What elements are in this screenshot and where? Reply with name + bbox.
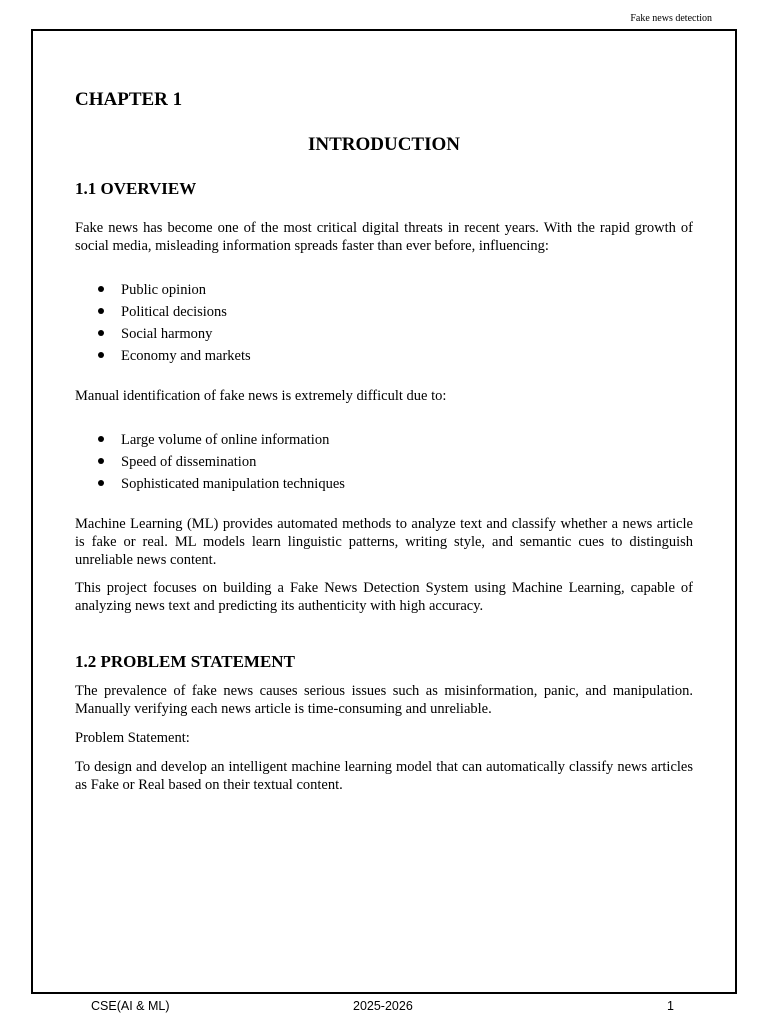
bullet-icon (98, 480, 104, 486)
project-paragraph: This project focuses on building a Fake News Detection System using Machine Learning, capable of analyzing news text and predicting its authenticity with high accuracy. (75, 580, 693, 614)
chapter-title: INTRODUCTION (307, 134, 461, 155)
list-item-text: Sophisticated manipulation techniques (121, 476, 345, 492)
list-item (75, 323, 693, 345)
problem-statement-label: Problem Statement: (75, 730, 190, 746)
list-item-text: Economy and markets (121, 348, 251, 364)
list-item (75, 451, 693, 473)
bullet-icon (98, 308, 104, 314)
running-header: Fake news detection (630, 13, 712, 24)
ml-paragraph: Machine Learning (ML) provides automated methods to analyze text and classify whether a news article is fake or real. ML models learn linguistic patterns, writing style, and semantic cues to distinguish unreliable news content. (75, 516, 693, 568)
list-item-text: Political decisions (121, 304, 227, 320)
footer-department: CSE(AI & ML) (91, 999, 170, 1013)
list-item (75, 473, 693, 495)
list-item (75, 301, 693, 323)
influence-list (75, 279, 693, 367)
bullet-icon (98, 330, 104, 336)
list-item-text: Large volume of online information (121, 432, 330, 448)
page-content (75, 88, 693, 794)
list-item-text: Social harmony (121, 326, 213, 342)
difficulty-list (75, 429, 693, 495)
list-item (75, 429, 693, 451)
difficulty-intro-paragraph: Manual identification of fake news is extremely difficult due to: (75, 388, 447, 404)
section-heading-problem-statement: 1.2 PROBLEM STATEMENT (75, 652, 295, 671)
problem-paragraph: The prevalence of fake news causes serious issues such as misinformation, panic, and manipulation. Manually verifying each news article is time-consuming and unreliable. (75, 683, 693, 717)
list-item (75, 279, 693, 301)
list-item-text: Speed of dissemination (121, 454, 257, 470)
list-item-text: Public opinion (121, 282, 206, 298)
bullet-icon (98, 286, 104, 292)
problem-statement-text: To design and develop an intelligent machine learning model that can automatically classify news articles as Fake or Real based on their textual content. (75, 759, 693, 793)
bullet-icon (98, 458, 104, 464)
section-heading-overview: 1.1 OVERVIEW (75, 179, 197, 198)
footer-page-number: 1 (667, 999, 674, 1013)
chapter-label: CHAPTER 1 (75, 89, 183, 110)
bullet-icon (98, 436, 104, 442)
overview-intro-paragraph: Fake news has become one of the most critical digital threats in recent years. With the rapid growth of social media, misleading information spreads faster than ever before, influencing: (75, 220, 693, 254)
list-item (75, 345, 693, 367)
footer-academic-year: 2025-2026 (353, 999, 413, 1013)
bullet-icon (98, 352, 104, 358)
page-footer (0, 998, 768, 1014)
